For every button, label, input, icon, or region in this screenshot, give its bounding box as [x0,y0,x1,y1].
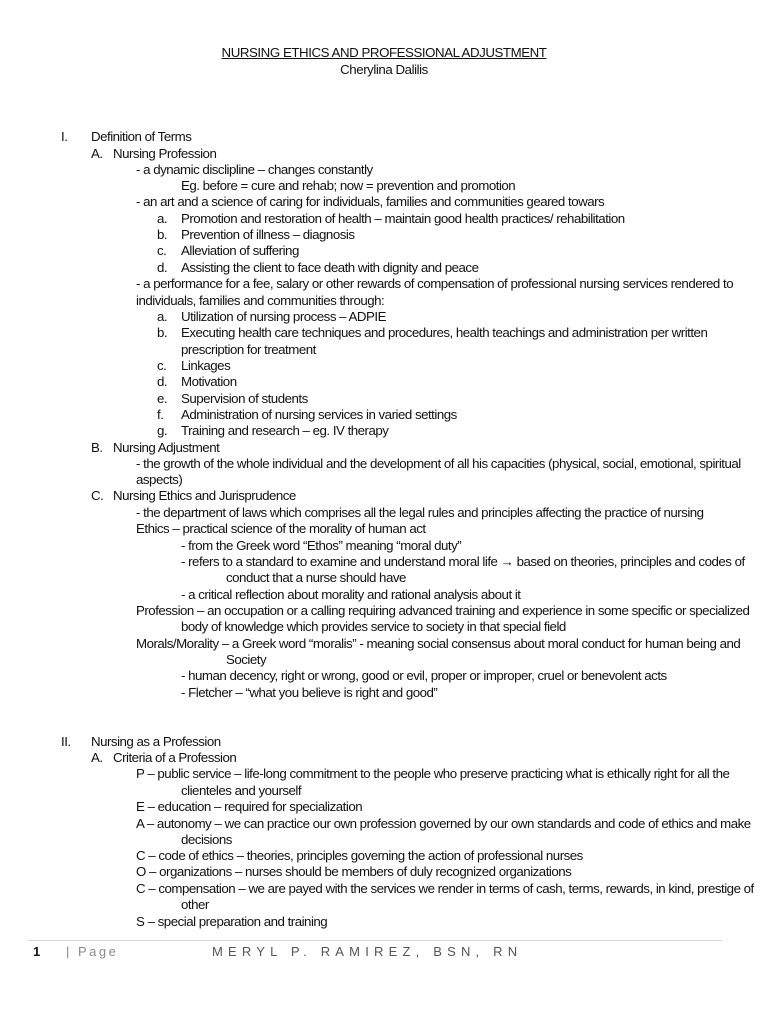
text-line: conduct that a nurse should have [226,570,406,585]
footer-divider [28,940,722,941]
list-marker: b. [157,325,168,340]
outline-heading: Definition of Terms [91,129,192,144]
text-line: S – special preparation and training [136,914,328,929]
outline-heading: Nursing Ethics and Jurisprudence [113,488,296,503]
text-line: Ethics – practical science of the morality of human act [136,521,426,536]
text-line: decisions [181,832,232,847]
outline-heading: Promotion and restoration of health – maintain good health practices/ rehabilitation [181,211,625,226]
list-marker: II. [61,734,71,749]
text-line: - Fletcher – “what you believe is right and good” [181,685,438,700]
page-number: 1 [33,944,41,959]
outline-heading: Utilization of nursing process – ADPIE [181,309,386,324]
text-line: C – code of ethics – theories, principles governing the action of professional nurses [136,848,583,863]
text-line: other [181,897,209,912]
text-line: body of knowledge which provides service to society in that special field [181,619,566,634]
list-marker: g. [157,423,168,438]
list-marker: c. [157,358,167,373]
text-line: aspects) [136,472,183,487]
text-line: - a critical reflection about morality and rational analysis about it [181,587,521,602]
list-marker: a. [157,211,168,226]
list-marker: d. [157,374,168,389]
outline-heading: Linkages [181,358,231,373]
page-label: | Page [66,944,119,959]
outline-heading: Prevention of illness – diagnosis [181,227,355,242]
footer-author: MERYL P. RAMIREZ, BSN, RN [212,944,523,959]
list-marker: I. [61,129,68,144]
list-marker: e. [157,391,168,406]
text-line: P – public service – life-long commitment to the people who preserve practicing what is ethically right for all the [136,766,730,781]
document-author: Cherylina Dalilis [340,62,428,77]
text-line: - the department of laws which comprises all the legal rules and principles affecting the practice of nursing [136,505,704,520]
text-line: - from the Greek word “Ethos” meaning “moral duty” [181,538,462,553]
list-marker: A. [91,750,103,765]
text-line: - human decency, right or wrong, good or evil, proper or improper, cruel or benevolent acts [181,668,667,683]
text-line: individuals, families and communities through: [136,293,385,308]
text-line: prescription for treatment [181,342,316,357]
text-line: - refers to a standard to examine and understand moral life → based on theories, principles and codes of [181,554,745,569]
outline-heading: Nursing Profession [113,146,217,161]
list-marker: f. [157,407,164,422]
text-line: clienteles and yourself [181,783,302,798]
list-marker: a. [157,309,168,324]
list-marker: A. [91,146,103,161]
text-line: - the growth of the whole individual and the development of all his capacities (physical, social, emotional, spiritual [136,456,741,471]
text-line: Eg. before = cure and rehab; now = prevention and promotion [181,178,516,193]
outline-heading: Nursing Adjustment [113,440,220,455]
text-line: E – education – required for specialization [136,799,363,814]
outline-heading: Motivation [181,374,237,389]
text-line: C – compensation – we are payed with the services we render in terms of cash, terms, rewards, in kind, prestige of [136,881,754,896]
outline-heading: Nursing as a Profession [91,734,221,749]
outline-heading: Administration of nursing services in varied settings [181,407,457,422]
text-line: O – organizations – nurses should be members of duly recognized organizations [136,864,572,879]
outline-heading: Training and research – eg. IV therapy [181,423,389,438]
outline-heading: Alleviation of suffering [181,243,299,258]
list-marker: B. [91,440,103,455]
text-line: - a dynamic disclipline – changes constantly [136,162,373,177]
text-line: Profession – an occupation or a calling requiring advanced training and experience in some specific or specialized [136,603,750,618]
text-line: - an art and a science of caring for individuals, families and communities geared towars [136,194,605,209]
outline-heading: Executing health care techniques and procedures, health teachings and administration per written [181,325,708,340]
list-marker: d. [157,260,168,275]
text-line: - a performance for a fee, salary or other rewards of compensation of professional nursing services rendered to [136,276,734,291]
document-title: NURSING ETHICS AND PROFESSIONAL ADJUSTMENT [221,45,547,60]
list-marker: c. [157,243,167,258]
outline-heading: Assisting the client to face death with dignity and peace [181,260,479,275]
list-marker: C. [91,488,104,503]
text-line: A – autonomy – we can practice our own profession governed by our own standards and code of ethics and make [136,816,751,831]
text-line: Society [226,652,267,667]
outline-heading: Criteria of a Profession [113,750,237,765]
outline-heading: Supervision of students [181,391,308,406]
list-marker: b. [157,227,168,242]
text-line: Morals/Morality – a Greek word “moralis” - meaning social consensus about moral conduct for human being and [136,636,741,651]
